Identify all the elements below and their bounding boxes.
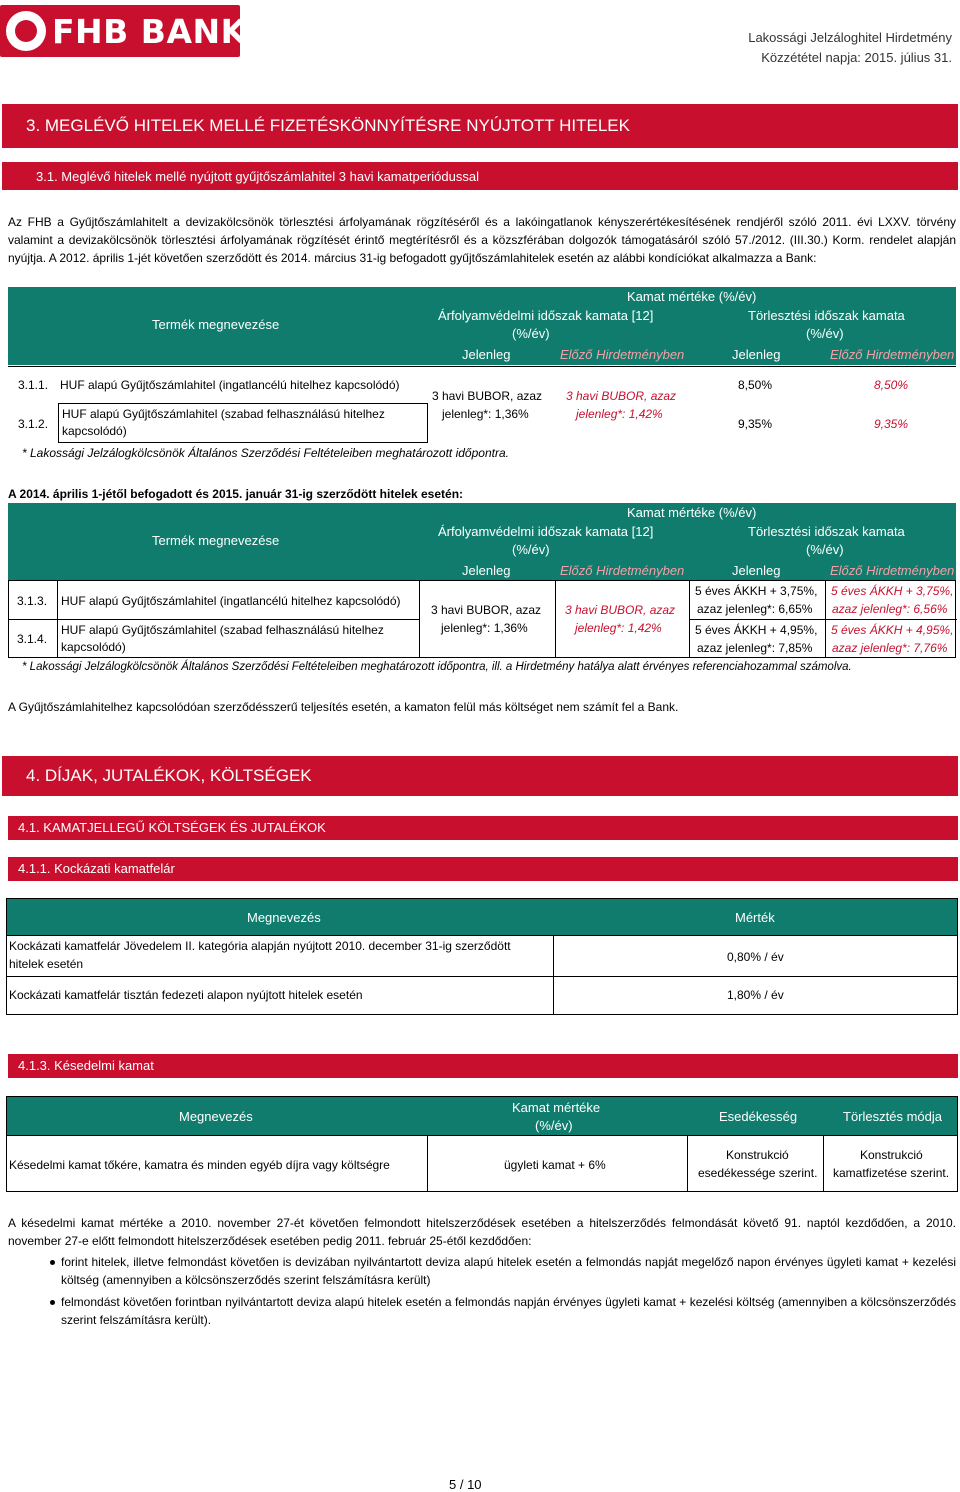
table2-fix-prev-2: jelenleg*: 1,42%	[575, 621, 662, 635]
table4-row-mode-2: kamatfizetése szerint.	[833, 1166, 950, 1180]
table1-header	[8, 287, 956, 365]
table4-col-name: Megnevezés	[179, 1109, 253, 1124]
table1-col-repay: Törlesztési időszak kamata	[748, 308, 905, 323]
table2-row2-prev-2: azaz jelenleg*: 7,76%	[832, 641, 948, 655]
table2-current-fix: Jelenleg	[462, 563, 511, 578]
bullet-icon	[50, 1300, 55, 1305]
section-4-1-title: 4.1. KAMATJELLEGŰ KÖLTSÉGEK ÉS JUTALÉKOK	[18, 820, 326, 835]
table1-row2-code: 3.1.2.	[18, 417, 49, 431]
table4-row-name: Késedelmi kamat tőkére, kamatra és minden egyéb díjra vagy költségre	[9, 1158, 390, 1172]
table1-col-fix: Árfolyamvédelmi időszak kamata [12]	[438, 308, 654, 323]
table1-prev-repay: Előző Hirdetményben	[830, 347, 955, 362]
table2-after-text: A Gyűjtőszámlahitelhez kapcsolódóan szerződésszerű teljesítés esetén, a kamaton felül más költséget nem számít fel a Bank.	[8, 700, 679, 714]
table1-row2-box	[58, 403, 428, 443]
table2-row2-current-2: azaz jelenleg*: 7,85%	[697, 641, 813, 655]
section-4-1-band	[8, 816, 958, 840]
table2-fix-current-2: jelenleg*: 1,36%	[441, 621, 528, 635]
section-4-1-3-band	[8, 1054, 958, 1078]
table2-col-rate: Kamat mértéke (%/év)	[627, 505, 757, 520]
table3-row1-name: Kockázati kamatfelár Jövedelem II. kategória alapján nyújtott 2010. december 31-ig szerződött	[9, 939, 511, 953]
table1-row2-name-2: kapcsolódó)	[62, 424, 127, 438]
table3-header	[6, 898, 958, 936]
table1-row2-current: 9,35%	[738, 417, 773, 431]
table1-col-rate: Kamat mértéke (%/év)	[627, 289, 757, 304]
section-4-title: 4. DÍJAK, JUTALÉKOK, KÖLTSÉGEK	[26, 766, 312, 785]
section-4-title-band	[2, 756, 958, 796]
table2-prev-fix: Előző Hirdetményben	[560, 563, 685, 578]
table4-row-mode-1: Konstrukció	[860, 1148, 923, 1162]
table1-row1-name: HUF alapú Gyűjtőszámlahitel (ingatlancélú hitelhez kapcsolódó)	[60, 378, 400, 392]
table2-header	[8, 503, 956, 581]
table2-row2-name: HUF alapú Gyűjtőszámlahitel (szabad felhasználású hitelhez	[61, 623, 384, 637]
table1-fix-prev-1: 3 havi BUBOR, azaz	[566, 389, 677, 403]
table3-row1-name-2: hitelek esetén	[9, 957, 84, 971]
table4-col-rate-unit: (%/év)	[535, 1118, 573, 1133]
table2-row1-name: HUF alapú Gyűjtőszámlahitel (ingatlancélú hitelhez kapcsolódó)	[61, 594, 401, 608]
table4-header	[6, 1096, 958, 1136]
publication-date: Közzététel napja: 2015. július 31.	[761, 50, 952, 65]
table2-fix-current-1: 3 havi BUBOR, azaz	[431, 603, 542, 617]
table2-col-repay-unit: (%/év)	[806, 542, 844, 557]
table2-col-fix-unit: (%/év)	[512, 542, 550, 557]
table4-col-rate: Kamat mértéke	[512, 1100, 601, 1115]
table1-fix-current-1: 3 havi BUBOR, azaz	[432, 389, 543, 403]
table3-row2-value: 1,80% / év	[727, 988, 784, 1002]
table4-col-mode: Törlesztés módja	[843, 1109, 942, 1124]
table2-row2-prev-1: 5 éves ÁKKH + 4,95%,	[831, 623, 954, 637]
table2-row1-prev-2: azaz jelenleg*: 6,56%	[832, 602, 948, 616]
table2-note: * Lakossági Jelzálogkölcsönök Általános Szerződési Feltételeiben meghatározott időpontra, ill. a Hirdetmény hatálya alatt érvényes referenciahozammal számolva.	[22, 661, 852, 673]
late-interest-bullet-2: felmondást követően forintban nyilvántartott deviza alapú hitelek esetén a felmondás napján érvényes ügyleti kamat + kezelési költség (amennyiben a kölcsönszerződés szerint felszámításra került).	[61, 1295, 956, 1327]
table2-current-repay: Jelenleg	[732, 563, 781, 578]
section-4-1-1-band	[8, 857, 958, 881]
table2-intro: A 2014. április 1-jétől befogadott és 2015. január 31-ig szerződött hitelek esetén:	[8, 487, 464, 501]
table2-row1-code: 3.1.3.	[17, 594, 48, 608]
bullet-icon	[50, 1260, 55, 1265]
table1-row2-prev: 9,35%	[874, 417, 909, 431]
late-interest-text: A késedelmi kamat mértéke a 2010. november 27-ét követően felmondott hitelszerződések esetében a hitelszerződés felmondását követő 91. naptól kezdődően, a 2010. november 27-e előtt felmondott hitelszerződések esetében pedig 2011. február 25-étől kezdődően:	[8, 1216, 956, 1248]
doc-title: Lakossági Jelzáloghitel Hirdetmény	[748, 30, 952, 45]
section-3-1-band	[2, 162, 958, 190]
table1-body	[8, 366, 956, 443]
table2-body	[8, 580, 956, 658]
section-3-title: 3. MEGLÉVŐ HITELEK MELLÉ FIZETÉSKÖNNYÍTÉSRE NYÚJTOTT HITELEK	[26, 116, 630, 135]
table2-col-repay: Törlesztési időszak kamata	[748, 524, 905, 539]
table1-row2-name: HUF alapú Gyűjtőszámlahitel (szabad felhasználású hitelhez	[62, 407, 385, 421]
section-4-1-3-title: 4.1.3. Késedelmi kamat	[18, 1058, 154, 1073]
section-3-1-title: 3.1. Meglévő hitelek mellé nyújtott gyűjtőszámlahitel 3 havi kamatperiódussal	[36, 169, 479, 184]
table2-prev-repay: Előző Hirdetményben	[830, 563, 955, 578]
table1-row1-current: 8,50%	[738, 378, 773, 392]
table4-row-due-1: Konstrukció	[726, 1148, 789, 1162]
late-interest-bullet-1: forint hitelek, illetve felmondást követően is devizában nyilvántartott deviza alapú hitelek esetén a felmondás napját megelőző napon érvényes ügyleti kamat + kezelési költség (amennyiben a kölcsönszerződés szerint felszámításra került)	[61, 1255, 956, 1287]
section-4-1-1-title: 4.1.1. Kockázati kamatfelár	[18, 861, 175, 876]
table2-col-fix: Árfolyamvédelmi időszak kamata [12]	[438, 524, 654, 539]
table4-col-due: Esedékesség	[719, 1109, 798, 1124]
table2-row2-name-2: kapcsolódó)	[61, 640, 126, 654]
table1-current-fix: Jelenleg	[462, 347, 511, 362]
table1-prev-fix: Előző Hirdetményben	[560, 347, 685, 362]
logo-text: FHB BANK	[52, 12, 247, 51]
table3-col-value: Mérték	[735, 910, 775, 925]
table2-row2-code: 3.1.4.	[17, 632, 48, 646]
table3-row2-name: Kockázati kamatfelár tisztán fedezeti alapon nyújtott hitelek esetén	[9, 988, 363, 1002]
table1-col-repay-unit: (%/év)	[806, 326, 844, 341]
logo-mark-icon	[6, 11, 46, 51]
table2-fix-prev-1: 3 havi BUBOR, azaz	[565, 603, 676, 617]
table4-body	[6, 1135, 958, 1192]
page-number: 5 / 10	[449, 1477, 482, 1492]
fhb-logo	[0, 5, 247, 57]
table1-col-product: Termék megnevezése	[152, 317, 280, 332]
table2-col-product: Termék megnevezése	[152, 533, 280, 548]
table4-row-due-2: esedékessége szerint.	[698, 1166, 818, 1180]
table1-row1-code: 3.1.1.	[18, 378, 49, 392]
table2-row1-current-2: azaz jelenleg*: 6,65%	[697, 602, 813, 616]
table4-row-rate: ügyleti kamat + 6%	[504, 1158, 606, 1172]
table1-note: * Lakossági Jelzálogkölcsönök Általános Szerződési Feltételeiben meghatározott időpontra.	[22, 446, 509, 460]
table1-col-fix-unit: (%/év)	[512, 326, 550, 341]
table2-row2-current-1: 5 éves ÁKKH + 4,95%,	[695, 623, 818, 637]
table3-col-name: Megnevezés	[247, 910, 321, 925]
section-3-intro: Az FHB a Gyűjtőszámlahitelt a devizakölcsönök törlesztési árfolyamának rögzítéséről és a lakóingatlanok kényszerértékesítésének rendjéről szóló 2011. évi LXXV. törvény valamint a devizakölcsönök törlesztési árfolyamának rögzítését érintő megtérítésről és a közszférában dolgozók támogatásáról szóló 57./2012. (III.30.) Korm. rendelet alapján nyújtja. A 2012. április 1-jét követően szerződött és 2014. március 31-ig befogadott gyűjtőszámlahitelek esetén az alábbi kondíciókat alkalmazza a Bank:	[8, 215, 956, 265]
table3-body	[6, 935, 958, 1015]
table2-row1-prev-1: 5 éves ÁKKH + 3,75%,	[831, 584, 954, 598]
table1-current-repay: Jelenleg	[732, 347, 781, 362]
table1-row1-prev: 8,50%	[874, 378, 909, 392]
table2-row1-current-1: 5 éves ÁKKH + 3,75%,	[695, 584, 818, 598]
section-3-title-band	[2, 104, 958, 148]
table1-fix-prev-2: jelenleg*: 1,42%	[576, 407, 663, 421]
table3-row1-value: 0,80% / év	[727, 950, 784, 964]
table1-fix-current-2: jelenleg*: 1,36%	[442, 407, 529, 421]
